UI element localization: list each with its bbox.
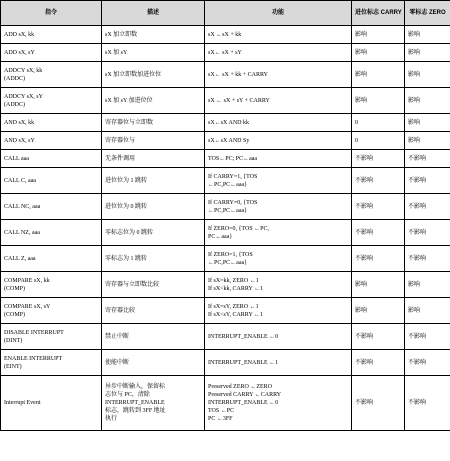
cell-function: [205, 350, 352, 376]
cell-description: [102, 114, 205, 132]
cell-instruction-line: CALL NC, aaa: [4, 203, 41, 210]
cell-description: [102, 168, 205, 194]
table-row: [1, 350, 450, 376]
cell-description: [102, 246, 205, 272]
cell-function-line: INTERRUPT_ENABLE ←0: [208, 333, 279, 340]
cell-description-line: sX 加立即数: [105, 31, 138, 38]
cell-description-line: 寄存器位与: [105, 137, 136, 144]
cell-description-line: 使能中断: [105, 359, 130, 366]
cell-function: [205, 114, 352, 132]
cell-zero: 影响: [405, 114, 450, 132]
cell-instruction-line: (ADDC): [4, 75, 25, 82]
cell-zero: 不影响: [405, 324, 450, 350]
table-row: [1, 26, 450, 44]
cell-function-line: If CARRY=0, {TOS: [208, 199, 258, 206]
cell-instruction: [1, 44, 102, 62]
cell-function-line: sX← sX + sY: [208, 49, 242, 56]
cell-function: [205, 150, 352, 168]
cell-function: [205, 194, 352, 220]
cell-description: [102, 298, 205, 324]
cell-function-line: Preserved CARRY ←CARRY: [208, 392, 282, 398]
cell-description: [102, 88, 205, 114]
cell-carry: 影响: [352, 44, 405, 62]
cell-function-line: PC←aaa}: [208, 233, 233, 240]
cell-zero: 影响: [405, 62, 450, 88]
cell-zero: 影响: [405, 26, 450, 44]
cell-carry: 0: [352, 132, 405, 150]
cell-function-line: ←PC,PC←aaa}: [208, 207, 248, 214]
cell-zero: 影响: [405, 88, 450, 114]
cell-function-line: sX← sX + kk + CARRY: [208, 71, 268, 78]
cell-description: [102, 44, 205, 62]
cell-function-line: sX←sX AND kk: [208, 119, 250, 126]
cell-instruction-line: ADDCY sX, sY: [4, 93, 43, 100]
cell-instruction-line: (DINT): [4, 337, 23, 344]
cell-instruction: [1, 26, 102, 44]
cell-instruction-line: (ADDC): [4, 101, 25, 108]
cell-carry: 不影响: [352, 220, 405, 246]
cell-instruction-line: CALL aaa: [4, 155, 29, 162]
cell-function-line: INTERRUPT_ENABLE ←0: [208, 400, 279, 406]
cell-description-line: INTERRUPT_ENABLE: [105, 400, 165, 406]
cell-zero: 不影响: [405, 194, 450, 220]
cell-instruction: [1, 272, 102, 298]
cell-function: [205, 272, 352, 298]
table-body: [1, 26, 450, 431]
header-zero: 零标志 ZERO: [405, 1, 450, 26]
header-function: 功能: [205, 1, 352, 26]
cell-description: [102, 376, 205, 431]
cell-description-line: 禁止中断: [105, 333, 130, 340]
cell-instruction-line: ENABLE INTERRUPT: [4, 355, 63, 362]
cell-carry: 不影响: [352, 350, 405, 376]
cell-function-line: PC ←3FF: [208, 416, 233, 422]
header-description: 描述: [102, 1, 205, 26]
cell-description: [102, 26, 205, 44]
cell-carry: 影响: [352, 26, 405, 44]
cell-instruction: [1, 62, 102, 88]
cell-function-line: If sX=kk, ZERO ←1: [208, 277, 259, 284]
cell-carry: 影响: [352, 88, 405, 114]
cell-function-line: TOS ←PC: [208, 408, 235, 414]
cell-instruction: [1, 114, 102, 132]
cell-instruction-line: CALL NZ, aaa: [4, 229, 40, 236]
header-carry: 进位标志 CARRY: [352, 1, 405, 26]
header-row: [1, 1, 450, 26]
cell-description: [102, 324, 205, 350]
cell-carry: 0: [352, 114, 405, 132]
cell-zero: 影响: [405, 298, 450, 324]
table-row: [1, 62, 450, 88]
cell-function-line: INTERRUPT_ENABLE ←1: [208, 359, 279, 366]
table-row: [1, 272, 450, 298]
cell-instruction: [1, 168, 102, 194]
cell-instruction: [1, 298, 102, 324]
cell-instruction-line: COMPARE sX, kk: [4, 277, 50, 284]
cell-instruction-line: ADDCY sX, kk: [4, 67, 43, 74]
cell-description-line: 标志，跳转到 3FF 地址: [105, 408, 166, 414]
cell-function-line: If sX=sY, ZERO ←1: [208, 303, 259, 310]
cell-description-line: sX 加立即数加进位位: [105, 71, 162, 78]
cell-zero: 不影响: [405, 150, 450, 168]
cell-instruction-line: (COMP): [4, 285, 26, 292]
table-row: [1, 114, 450, 132]
cell-function-line: Preserved ZERO ←ZERO: [208, 384, 272, 390]
cell-carry: 不影响: [352, 246, 405, 272]
header-instruction: 指令: [1, 1, 102, 26]
cell-instruction-line: AND sX, kk: [4, 119, 35, 126]
cell-instruction: [1, 246, 102, 272]
cell-function-line: TOS←PC; PC←aaa: [208, 155, 258, 162]
cell-function-line: sX←sX AND Sy: [208, 137, 250, 144]
cell-function-line: ←PC,PC←aaa}: [208, 181, 248, 188]
table-row: [1, 150, 450, 168]
cell-function-line: If ZERO=0, {TOS ←PC,: [208, 225, 269, 232]
cell-function: [205, 376, 352, 431]
cell-function-line: If CARRY=1, {TOS: [208, 173, 258, 180]
cell-carry: 不影响: [352, 168, 405, 194]
cell-function: [205, 88, 352, 114]
cell-instruction: [1, 350, 102, 376]
cell-carry: 影响: [352, 62, 405, 88]
cell-zero: 不影响: [405, 350, 450, 376]
cell-description-line: 志位与 PC，清除: [105, 392, 150, 398]
cell-description-line: sX 加 sY: [105, 49, 128, 56]
cell-description-line: 零标志为 1 跳转: [105, 255, 148, 262]
table-row: [1, 376, 450, 431]
cell-description: [102, 150, 205, 168]
cell-zero: 不影响: [405, 168, 450, 194]
cell-instruction-line: (COMP): [4, 311, 26, 318]
cell-zero: 影响: [405, 132, 450, 150]
cell-instruction-line: CALL C, aaa: [4, 177, 36, 184]
cell-function-line: If ZERO=1, {TOS: [208, 251, 253, 258]
cell-description-line: 零标志位为 0 跳转: [105, 229, 154, 236]
cell-function-line: sX ← sX + sY + CARRY: [208, 97, 270, 104]
cell-function: [205, 26, 352, 44]
cell-function-line: If sX<sY, CARRY ←1: [208, 311, 264, 318]
cell-instruction: [1, 194, 102, 220]
cell-function: [205, 220, 352, 246]
cell-carry: 影响: [352, 298, 405, 324]
cell-instruction-line: AND sX, sY: [4, 137, 35, 144]
cell-function-line: If sX<kk, CARRY ←1: [208, 285, 264, 292]
cell-description-line: 异步中断输入，保留标: [105, 384, 166, 390]
cell-description-line: 寄存器位与立即数: [105, 119, 154, 126]
cell-description: [102, 272, 205, 298]
cell-description: [102, 132, 205, 150]
cell-carry: 不影响: [352, 376, 405, 431]
cell-instruction-line: DISABLE INTERRUPT: [4, 329, 64, 336]
cell-description: [102, 194, 205, 220]
cell-description-line: 寄存器与立即数比较: [105, 281, 160, 288]
cell-description-line: sX 加 sY 加进位位: [105, 97, 153, 104]
cell-instruction-line: ADD sX, sY: [4, 49, 35, 56]
cell-instruction: [1, 324, 102, 350]
cell-instruction: [1, 88, 102, 114]
cell-function: [205, 298, 352, 324]
cell-function-line: ←PC,PC←aaa}: [208, 259, 248, 266]
cell-description-line: 无条件调用: [105, 155, 136, 162]
table-row: [1, 220, 450, 246]
table-row: [1, 324, 450, 350]
cell-instruction: [1, 150, 102, 168]
cell-description-line: 寄存器比较: [105, 307, 136, 314]
cell-instruction: [1, 132, 102, 150]
cell-description-line: 进位位为 0 跳转: [105, 203, 148, 210]
table-row: [1, 44, 450, 62]
cell-instruction: [1, 220, 102, 246]
cell-zero: 影响: [405, 272, 450, 298]
cell-instruction-line: ADD sX, kk: [4, 31, 35, 38]
cell-function: [205, 44, 352, 62]
cell-function: [205, 62, 352, 88]
cell-description: [102, 220, 205, 246]
cell-description: [102, 62, 205, 88]
table-row: [1, 298, 450, 324]
table-row: [1, 88, 450, 114]
cell-zero: 不影响: [405, 246, 450, 272]
cell-instruction-line: COMPARE sX, sY: [4, 303, 51, 310]
cell-instruction: [1, 376, 102, 431]
cell-function-line: sX ←sX + kk: [208, 31, 242, 38]
cell-function: [205, 246, 352, 272]
cell-description: [102, 350, 205, 376]
table-row: [1, 132, 450, 150]
table-row: [1, 246, 450, 272]
cell-description-line: 进位位为 1 跳转: [105, 177, 148, 184]
table-row: [1, 168, 450, 194]
cell-carry: 不影响: [352, 324, 405, 350]
cell-zero: 不影响: [405, 220, 450, 246]
cell-function: [205, 132, 352, 150]
cell-zero: 不影响: [405, 376, 450, 431]
cell-instruction-line: CALL Z, aaa: [4, 255, 36, 262]
cell-instruction-line: (EINT): [4, 363, 22, 370]
cell-carry: 不影响: [352, 150, 405, 168]
cell-function: [205, 324, 352, 350]
cell-function: [205, 168, 352, 194]
cell-zero: 影响: [405, 44, 450, 62]
cell-carry: 影响: [352, 272, 405, 298]
cell-carry: 不影响: [352, 194, 405, 220]
table-row: [1, 194, 450, 220]
cell-description-line: 执行: [105, 416, 118, 422]
cell-instruction-line: Interrupt Event: [4, 400, 41, 406]
